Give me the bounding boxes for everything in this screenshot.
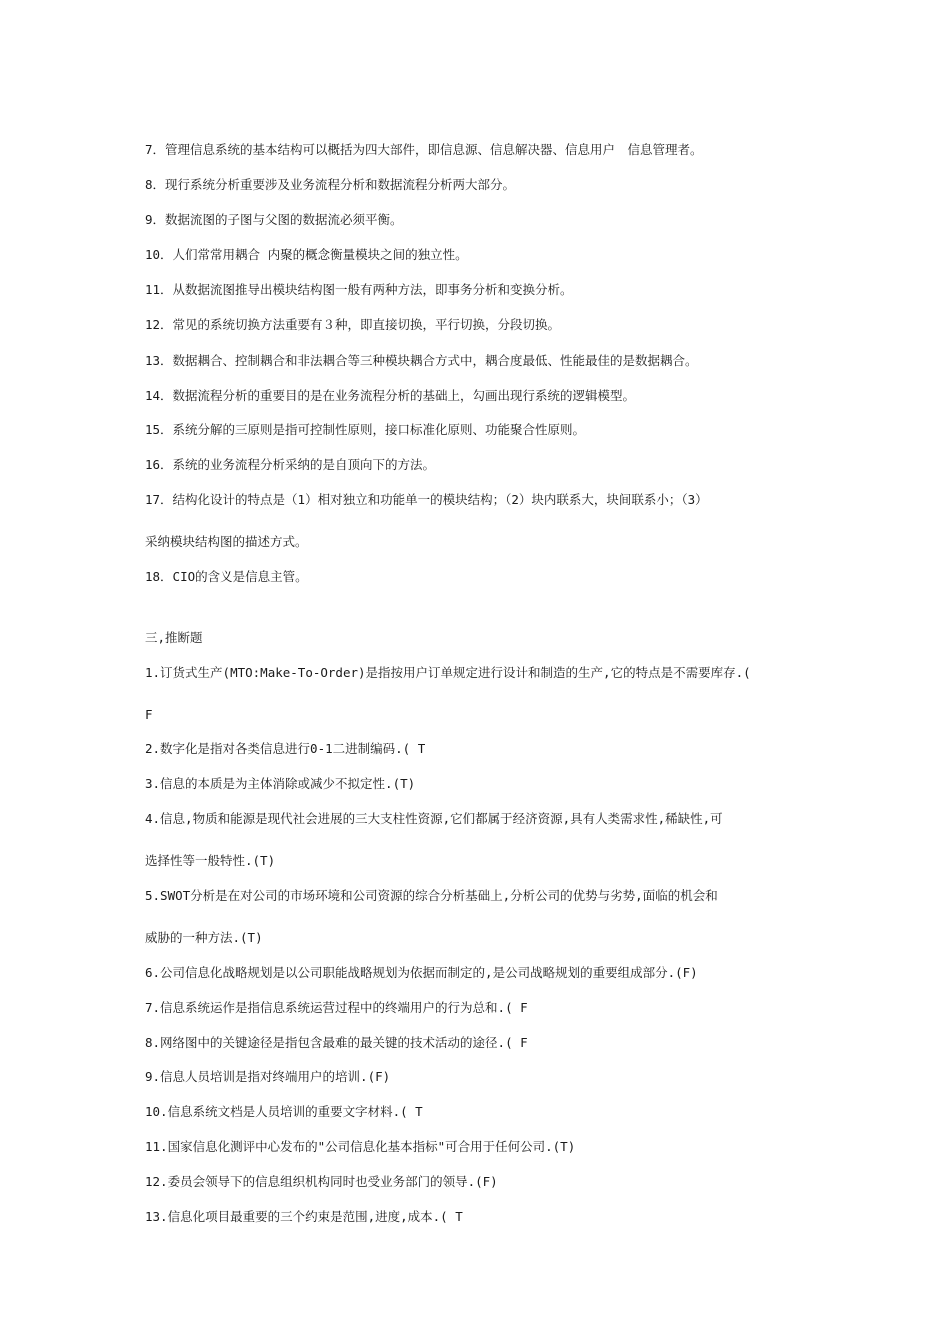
section-heading: 三,推断题: [145, 629, 203, 645]
fill-in-item-10: 10．人们常常用耦合 内聚的概念衡量模块之间的独立性。: [145, 246, 468, 262]
judgement-item-5-continued: 威胁的一种方法.(T): [145, 929, 263, 945]
fill-in-item-12: 12．常见的系统切换方法重要有３种，即直接切换，平行切换，分段切换。: [145, 316, 561, 332]
judgement-item-2: 2.数字化是指对各类信息进行0-1二进制编码.( T: [145, 740, 426, 756]
fill-in-item-15: 15．系统分解的三原则是指可控制性原则，接口标准化原则、功能聚合性原则。: [145, 421, 586, 437]
fill-in-item-14: 14．数据流程分析的重要目的是在业务流程分析的基础上，勾画出现行系统的逻辑模型。: [145, 387, 636, 403]
judgement-item-1: 1.订货式生产(MTO:Make-To-Order)是指按用户订单规定进行设计和制造的生产,它的特点是不需要库存.(: [145, 664, 751, 680]
judgement-item-4-continued: 选择性等一般特性.(T): [145, 852, 276, 868]
fill-in-item-16: 16．系统的业务流程分析采纳的是自顶向下的方法。: [145, 456, 436, 472]
judgement-item-5: 5.SWOT分析是在对公司的市场环境和公司资源的综合分析基础上,分析公司的优势与劣势,面临的机会和: [145, 887, 718, 903]
judgement-item-7: 7.信息系统运作是指信息系统运营过程中的终端用户的行为总和.( F: [145, 999, 528, 1015]
fill-in-item-18: 18．CIO的含义是信息主管。: [145, 568, 308, 584]
fill-in-item-17: 17．结构化设计的特点是（1）相对独立和功能单一的模块结构；（2）块内联系大，块间联系小；（3）: [145, 491, 708, 507]
judgement-item-1-answer: F: [145, 706, 153, 722]
judgement-item-13: 13.信息化项目最重要的三个约束是范围,进度,成本.( T: [145, 1208, 463, 1224]
fill-in-item-11: 11．从数据流图推导出模块结构图一般有两种方法，即事务分析和变换分析。: [145, 281, 573, 297]
judgement-item-10: 10.信息系统文档是人员培训的重要文字材料.( T: [145, 1103, 423, 1119]
fill-in-item-8: 8．现行系统分析重要涉及业务流程分析和数据流程分析两大部分。: [145, 176, 516, 192]
fill-in-item-7: 7．管理信息系统的基本结构可以概括为四大部件，即信息源、信息解决器、信息用户 信息管理者。: [145, 141, 703, 157]
fill-in-item-17-continued: 采纳模块结构图的描述方式。: [145, 533, 308, 549]
judgement-item-6: 6.公司信息化战略规划是以公司职能战略规划为依据而制定的,是公司战略规划的重要组成部分.(F): [145, 964, 698, 980]
judgement-item-9: 9.信息人员培训是指对终端用户的培训.(F): [145, 1068, 391, 1084]
judgement-item-12: 12.委员会领导下的信息组织机构同时也受业务部门的领导.(F): [145, 1173, 498, 1189]
fill-in-item-13: 13．数据耦合、控制耦合和非法耦合等三种模块耦合方式中，耦合度最低、性能最佳的是数据耦合。: [145, 352, 698, 368]
judgement-item-11: 11.国家信息化测评中心发布的"公司信息化基本指标"可合用于任何公司.(T): [145, 1138, 576, 1154]
judgement-item-3: 3.信息的本质是为主体消除或减少不拟定性.(T): [145, 775, 416, 791]
fill-in-item-9: 9．数据流图的子图与父图的数据流必须平衡。: [145, 211, 403, 227]
judgement-item-8: 8.网络图中的关键途径是指包含最难的最关键的技术活动的途径.( F: [145, 1034, 528, 1050]
judgement-item-4: 4.信息,物质和能源是现代社会进展的三大支柱性资源,它们都属于经济资源,具有人类需求性,稀缺性,可: [145, 810, 723, 826]
